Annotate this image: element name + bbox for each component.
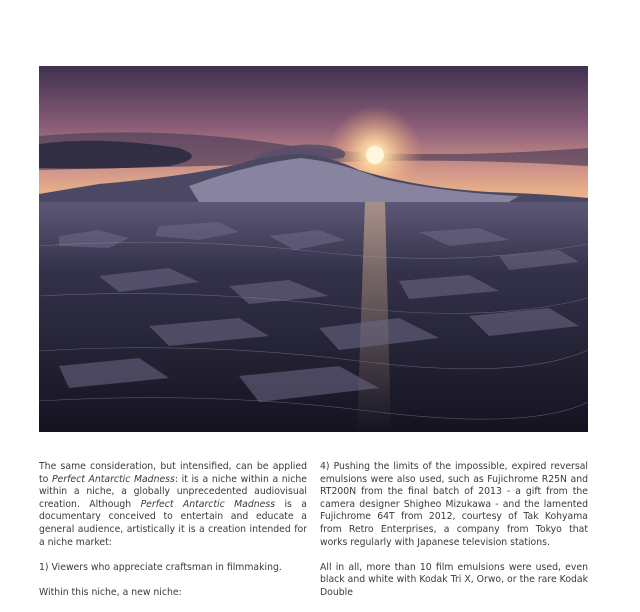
left-p1-text-b: : it is a niche within a niche within a niche, a globally unprecedented audiovisual creation. Although [39, 473, 307, 510]
film-title-italic: Perfect Antarctic Madness [140, 498, 276, 510]
left-p1-text-a: The same consideration, but intensified, can be applied to [39, 461, 307, 485]
right-text-column [320, 461, 588, 612]
left-p1-text-c: is a documentary conceived to entertain and educate a general audience, artistically it is a creation intended for a niche market: [39, 498, 307, 548]
left-paragraph-3: Within this niche, a new niche: [39, 586, 182, 598]
film-title-italic: Perfect Antarctic Madness [51, 473, 175, 485]
sun [366, 146, 384, 164]
right-paragraph-2: All in all, more than 10 film emulsions were used, even black and white with Kodak Tri X, Orwo, or the rare Kodak Double [320, 561, 588, 598]
photo-illustration [39, 66, 588, 432]
antarctic-sunset-photo [39, 66, 588, 432]
right-paragraph-1: 4) Pushing the limits of the impossible, expired reversal emulsions were also used, such as Fujichrome R25N and RT200N from the final batch of 2013 - a gift from the camera designer Shigheo Mizukawa - and the lamented Fujichrome 64T from 2012, courtesy of Tak Kohyama from Retro Enterprises, a company from Tokyo that works regularly with Japanese television stations. [320, 461, 588, 548]
left-paragraph-1 [39, 461, 307, 549]
left-paragraph-2: 1) Viewers who appreciate craftsman in filmmaking. [39, 561, 282, 573]
left-text-column [39, 461, 307, 612]
